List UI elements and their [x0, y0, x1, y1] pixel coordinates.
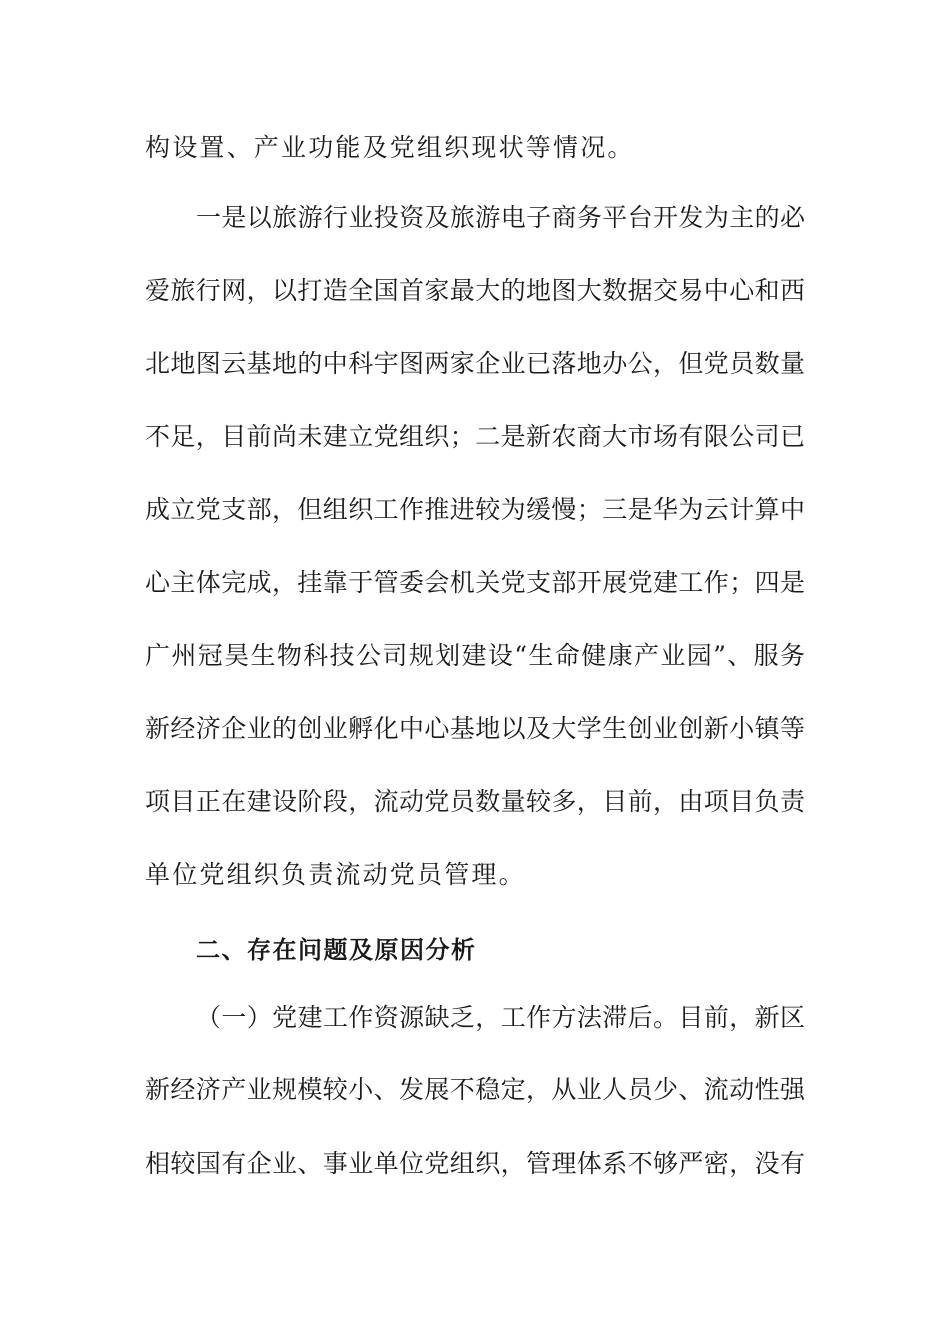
paragraph-line: 一是以旅游行业投资及旅游电子商务平台开发为主的必: [196, 203, 805, 232]
paragraph-line: 新经济企业的创业孵化中心基地以及大学生创业创新小镇等: [145, 714, 805, 743]
paragraph-line: 广州冠昊生物科技公司规划建设“生命健康产业园”、服务: [145, 641, 805, 670]
paragraph-line: 北地图云基地的中科宇图两家企业已落地办公，但党员数量: [145, 349, 805, 378]
paragraph-line: 构设置、产业功能及党组织现状等情况。: [145, 133, 635, 162]
paragraph-line: 相较国有企业、事业单位党组织，管理体系不够严密，没有: [145, 1149, 805, 1178]
paragraph-line: 单位党组织负责流动党员管理。: [145, 860, 526, 889]
paragraph-line: 项目正在建设阶段，流动党员数量较多，目前，由项目负责: [145, 787, 805, 816]
section-heading: 二、存在问题及原因分析: [196, 936, 477, 964]
paragraph-line: 爱旅行网，以打造全国首家最大的地图大数据交易中心和西: [145, 276, 805, 305]
paragraph-line: 新经济产业规模较小、发展不稳定，从业人员少、流动性强: [145, 1075, 805, 1104]
paragraph-line: 成立党支部，但组织工作推进较为缓慢；三是华为云计算中: [145, 495, 805, 524]
paragraph-line: 心主体完成，挂靠于管委会机关党支部开展党建工作；四是: [145, 568, 805, 597]
paragraph-line: （一）党建工作资源缺乏，工作方法滞后。目前，新区: [196, 1003, 805, 1032]
paragraph-line: 不足，目前尚未建立党组织；二是新农商大市场有限公司已: [145, 422, 805, 451]
